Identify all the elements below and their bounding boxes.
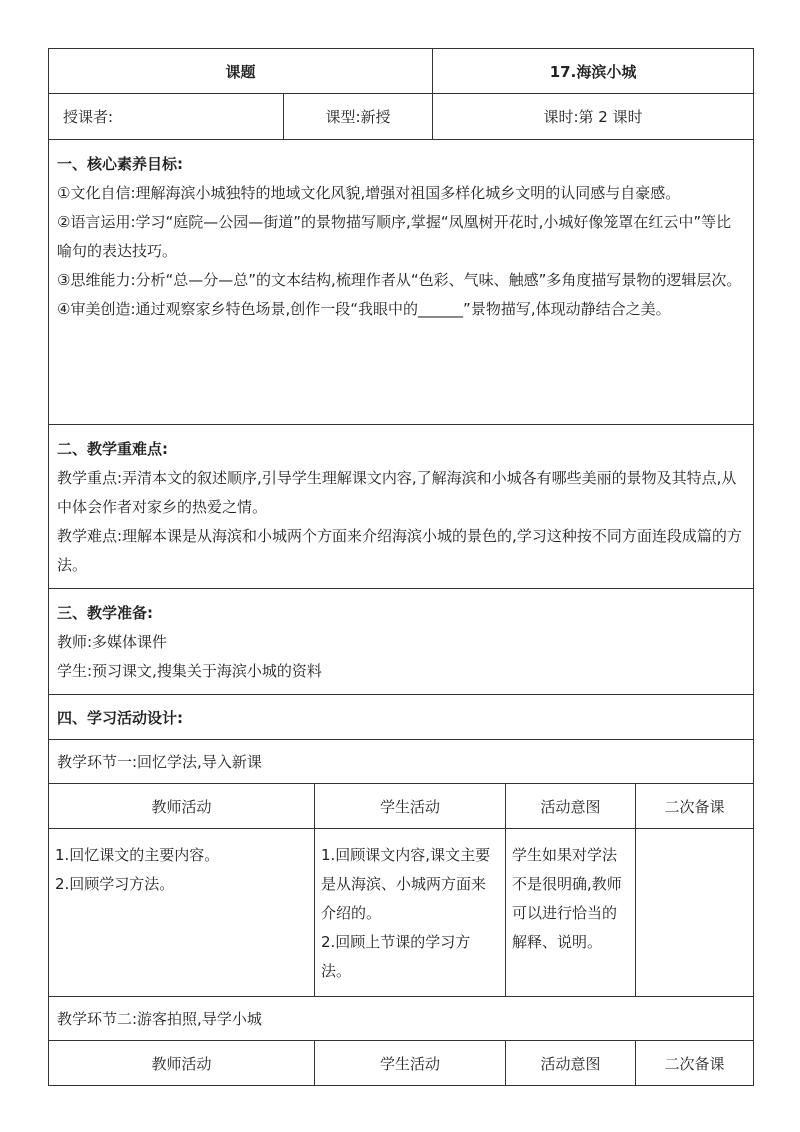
- lesson-title: 17.海滨小城: [433, 49, 754, 94]
- meta-row: [49, 94, 754, 140]
- teacher-activity-item: 1.回忆课文的主要内容。: [55, 846, 220, 864]
- column-header-student: 学生活动: [315, 784, 506, 829]
- column-header-teacher: 教师活动: [49, 1041, 315, 1086]
- objective-item: ④审美创造:通过观察家乡特色场景,创作一段“我眼中的______”景物描写,体现动静结合之美。: [57, 300, 671, 318]
- objective-item: ①文化自信:理解海滨小城独特的地域文化风貌,增强对祖国多样化城乡文明的认同感与自豪感。: [57, 184, 681, 202]
- link2-column-headers: [49, 1041, 754, 1086]
- section-activities: [49, 695, 754, 740]
- column-header-second: 二次备课: [636, 1041, 754, 1086]
- preparation-item: 教师:多媒体课件: [57, 633, 168, 651]
- student-activity-item: 1.回顾课文内容,课文主要是从海滨、小城两方面来介绍的。: [321, 846, 491, 922]
- link1-content-row: [49, 829, 754, 997]
- teacher-label: 授课者:: [49, 94, 284, 140]
- lesson-type: 课型:新授: [284, 94, 433, 140]
- section-title: 四、学习活动设计:: [49, 695, 754, 740]
- section-title: 一、核心素养目标:: [57, 155, 183, 173]
- link2-title: 教学环节二:游客拍照,导学小城: [49, 997, 754, 1041]
- second-prep-cell[interactable]: [636, 829, 754, 997]
- link2-title-row: [49, 997, 754, 1041]
- column-header-student: 学生活动: [315, 1041, 506, 1086]
- lesson-label: 课题: [49, 49, 433, 94]
- column-header-teacher: 教师活动: [49, 784, 315, 829]
- link1-column-headers: [49, 784, 754, 829]
- teacher-activity-cell: [49, 829, 315, 997]
- link1-title: 教学环节一:回忆学法,导入新课: [49, 740, 754, 784]
- objective-item: ③思维能力:分析“总—分—总”的文本结构,梳理作者从“色彩、气味、触感”多角度描写景物的逻辑层次。: [57, 271, 742, 289]
- section-preparation: [49, 589, 754, 695]
- section-objectives: [49, 140, 754, 425]
- key-point-item: 教学重点:弄清本文的叙述顺序,引导学生理解课文内容,了解海滨和小城各有哪些美丽的景物及其特点,从中体会作者对家乡的热爱之情。: [57, 469, 737, 516]
- key-point-item: 教学难点:理解本课是从海滨和小城两个方面来介绍海滨小城的景色的,学习这种按不同方面连段成篇的方法。: [57, 527, 742, 574]
- preparation-item: 学生:预习课文,搜集关于海滨小城的资料: [57, 662, 322, 680]
- lesson-hours: 课时:第 2 课时: [433, 94, 754, 140]
- section-title: 二、教学重难点:: [57, 440, 168, 458]
- column-header-intent: 活动意图: [506, 1041, 636, 1086]
- lesson-plan-document: [48, 48, 753, 1086]
- student-activity-cell: [315, 829, 506, 997]
- link1-title-row: [49, 740, 754, 784]
- column-header-intent: 活动意图: [506, 784, 636, 829]
- lesson-plan-table: [48, 48, 754, 784]
- objective-item: ②语言运用:学习“庭院—公园—街道”的景物描写顺序,掌握“凤凰树开花时,小城好像笼罩在红云中”等比喻句的表达技巧。: [57, 213, 732, 260]
- teacher-activity-item: 2.回顾学习方法。: [55, 875, 175, 893]
- student-activity-item: 2.回顾上节课的学习方法。: [321, 933, 471, 980]
- link2-table: [48, 996, 754, 1086]
- section-title: 三、教学准备:: [57, 604, 153, 622]
- link1-activity-table: [48, 783, 754, 997]
- section-key-points: [49, 425, 754, 589]
- column-header-second: 二次备课: [636, 784, 754, 829]
- activity-intent-cell: [506, 829, 636, 997]
- activity-intent-text: 学生如果对学法不是很明确,教师可以进行恰当的解释、说明。: [512, 846, 622, 951]
- header-row: [49, 49, 754, 94]
